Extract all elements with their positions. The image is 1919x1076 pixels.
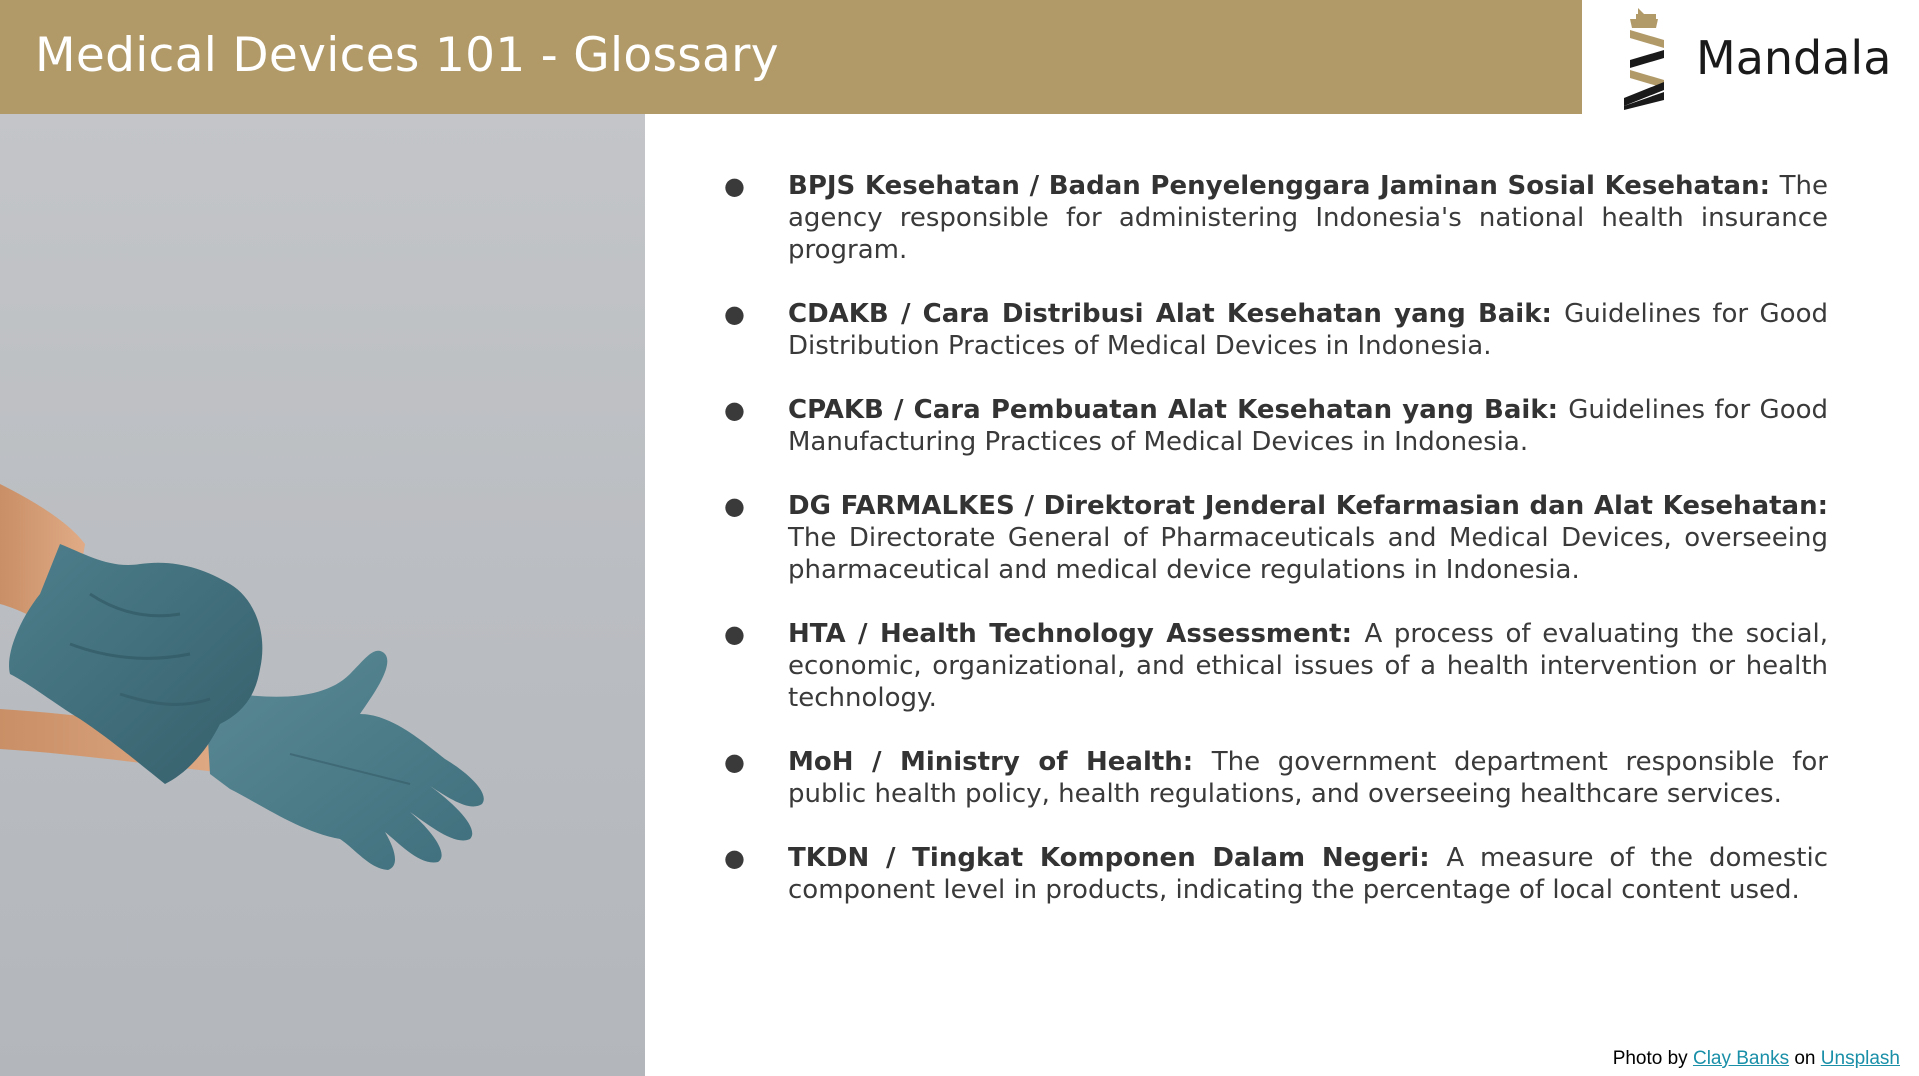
- glossary-term: HTA / Health Technology Assessment:: [788, 619, 1365, 649]
- glossary-term: TKDN / Tingkat Komponen Dalam Negeri:: [788, 843, 1447, 873]
- credit-author-link[interactable]: Clay Banks: [1692, 1048, 1790, 1069]
- glossary-definition: Guidelines for Good Manufacturing Practices of Medical Devices in Indonesia.: [788, 395, 1829, 457]
- logo-text: Mandala: [1696, 31, 1892, 85]
- photo-credit: [1613, 1048, 1900, 1070]
- glossary-list: [720, 170, 1828, 938]
- glossary-entry: [720, 490, 1828, 586]
- page-title: Medical Devices 101 - Glossary: [35, 28, 779, 83]
- bullet-icon: ●: [724, 396, 745, 424]
- bullet-icon: ●: [724, 492, 745, 520]
- mandala-logo-mark-icon: [1618, 6, 1670, 110]
- glossary-definition: A measure of the domestic component level in products, indicating the percentage of local content used.: [788, 843, 1828, 905]
- glossary-definition: Guidelines for Good Distribution Practices of Medical Devices in Indonesia.: [788, 299, 1829, 361]
- gloved-hands-photo: [0, 114, 645, 1076]
- glossary-entry: [720, 394, 1828, 458]
- bullet-icon: ●: [724, 172, 745, 200]
- glossary-entry: [720, 298, 1828, 362]
- bullet-icon: ●: [724, 844, 745, 872]
- glossary-term: MoH / Ministry of Health:: [788, 747, 1212, 777]
- glossary-entry: [720, 746, 1828, 810]
- header-bar: [0, 0, 1582, 114]
- credit-prefix: Photo by: [1612, 1048, 1688, 1069]
- glossary-term: BPJS Kesehatan / Badan Penyelenggara Jaminan Sosial Kesehatan:: [788, 171, 1780, 201]
- glossary-term: CPAKB / Cara Pembuatan Alat Kesehatan yang Baik:: [788, 395, 1569, 425]
- glossary-entry: [720, 170, 1828, 266]
- glossary-definition: A process of evaluating the social, economic, organizational, and ethical issues of a health intervention or health technology.: [788, 619, 1828, 713]
- glossary-term: CDAKB / Cara Distribusi Alat Kesehatan yang Baik:: [788, 299, 1565, 329]
- bullet-icon: ●: [724, 300, 745, 328]
- glossary-entry: [720, 618, 1828, 714]
- glossary-definition: The government department responsible for public health policy, health regulations, and overseeing healthcare services.: [788, 747, 1828, 809]
- glossary-definition: The Directorate General of Pharmaceuticals and Medical Devices, overseeing pharmaceutical and medical device regulations in Indonesia.: [788, 523, 1828, 585]
- mandala-logo: [1618, 6, 1892, 110]
- glossary-entry: [720, 842, 1828, 906]
- bullet-icon: ●: [724, 620, 745, 648]
- credit-site-link[interactable]: Unsplash: [1820, 1048, 1900, 1069]
- glossary-term: DG FARMALKES / Direktorat Jenderal Kefarmasian dan Alat Kesehatan:: [788, 491, 1828, 521]
- gloved-hands-photo-icon: [0, 114, 645, 1076]
- bullet-icon: ●: [724, 748, 745, 776]
- credit-middle: on: [1794, 1048, 1816, 1069]
- glossary-definition: The agency responsible for administering Indonesia's national health insurance program.: [788, 171, 1828, 265]
